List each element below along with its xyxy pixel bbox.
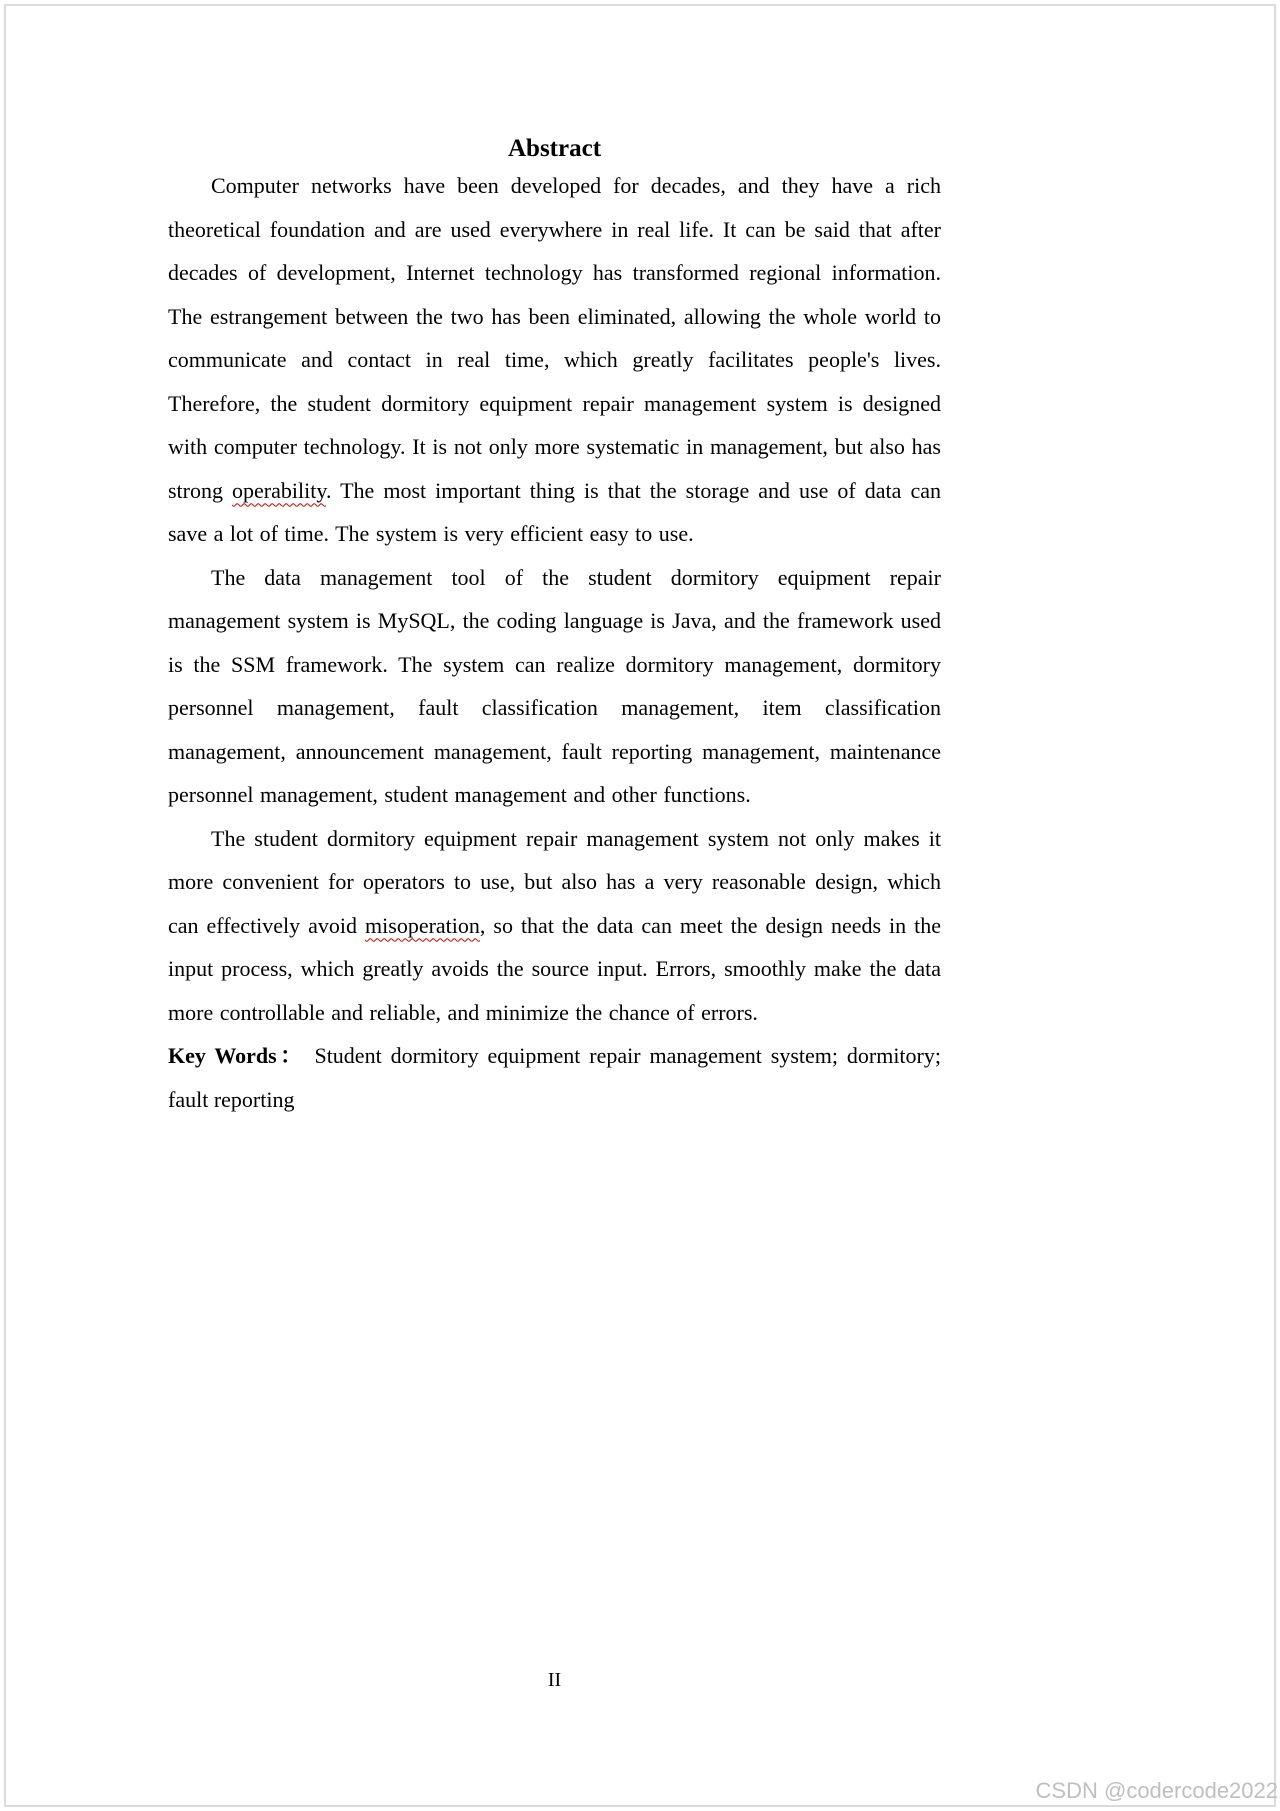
document-body: [168, 134, 941, 1121]
watermark: CSDN @codercode2022: [1035, 1778, 1278, 1803]
abstract-paragraph-2: The data management tool of the student dormitory equipment repair management system is MySQL, the coding language is Java, and the framework used is the SSM framework. The system can realize dormitory management, dormitory personnel management, fault classification management, item classification management, announcement management, fault reporting management, maintenance personnel management, student management and other functions.: [168, 564, 941, 807]
page-title: Abstract: [507, 135, 602, 162]
page-number: II: [547, 1669, 562, 1691]
paragraph-text: . The most important thing is that the storage and use of data can save a lot of time. The system is very efficient easy to use.: [168, 477, 942, 546]
abstract-paragraph-1: [168, 164, 941, 556]
keywords-paragraph: [168, 1034, 941, 1121]
paragraph-text: The student dormitory equipment repair management system not only makes it more convenient for operators to use, but also has a very reasonable design, which can effectively avoid: [168, 825, 941, 938]
misspelled-word-misoperation: misoperation: [365, 912, 480, 938]
keywords-label: Key Words：: [168, 1043, 306, 1068]
abstract-paragraph-3: [168, 817, 941, 1035]
keywords-text: Student dormitory equipment repair management system; dormitory; fault reporting: [168, 1043, 941, 1112]
misspelled-word-operability: operability: [232, 477, 326, 503]
paragraph-text: , so that the data can meet the design needs in the input process, which greatly avoids the source input. Errors, smoothly make the data more controllable and reliable, and minimize the chance of errors.: [168, 912, 942, 1025]
paragraph-text: Computer networks have been developed for decades, and they have a rich theoretical foundation and are used everywhere in real life. It can be said that after decades of development, Internet technology has transformed regional information. The estrangement between the two has been eliminated, allowing the whole world to communicate and contact in real time, which greatly facilitates people's lives. Therefore, the student dormitory equipment repair management system is designed with computer technology. It is not only more systematic in management, but also has strong: [168, 173, 941, 503]
